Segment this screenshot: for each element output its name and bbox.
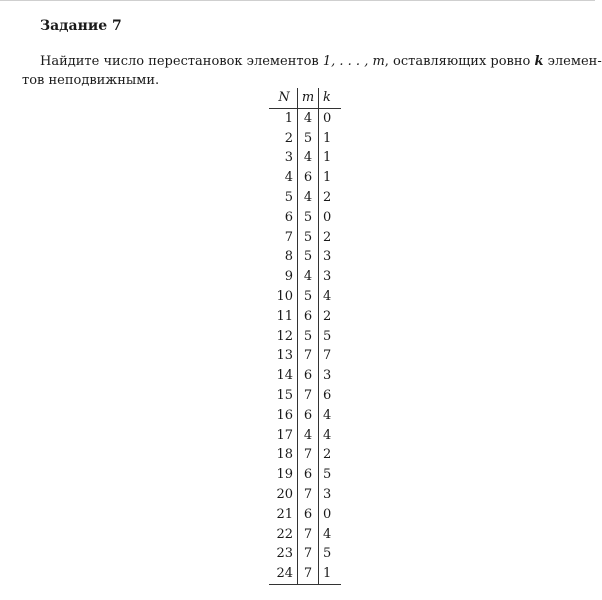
cell-n: 3 [269, 148, 298, 168]
cell-m: 4 [298, 148, 319, 168]
statement-line-2: тов неподвижными. [22, 73, 160, 88]
cell-n: 17 [269, 426, 298, 446]
cell-k: 3 [323, 269, 332, 285]
cell-k: 6 [323, 387, 332, 403]
cell-n: 2 [269, 129, 298, 149]
table-row [269, 129, 341, 149]
table-row [269, 108, 341, 128]
table-row [269, 406, 341, 426]
table-row [269, 465, 341, 485]
cell-k: 0 [323, 110, 332, 126]
cell-m: 6 [298, 366, 319, 386]
statement-math-range: 1, . . . , m [322, 54, 385, 69]
table-row [269, 247, 341, 267]
cell-m: 4 [298, 188, 319, 208]
cell-n: 12 [269, 327, 298, 347]
cell-n: 4 [269, 168, 298, 188]
statement-text-mid: , оставляющих ровно [384, 54, 535, 69]
cell-k: 3 [323, 486, 332, 502]
table-row [269, 228, 341, 248]
statement-text-prefix: Найдите число перестановок элементов [40, 54, 323, 69]
table-row [269, 525, 341, 545]
cell-n: 22 [269, 525, 298, 545]
table-header-row [269, 88, 341, 108]
cell-m: 5 [298, 287, 319, 307]
table-row [269, 148, 341, 168]
cell-m: 5 [298, 327, 319, 347]
header-k: k [319, 88, 342, 108]
task-heading: Задание 7 [40, 18, 122, 34]
cell-n: 15 [269, 386, 298, 406]
cell-k: 0 [323, 209, 332, 225]
table-row [269, 307, 341, 327]
cell-m: 7 [298, 445, 319, 465]
header-m: m [298, 88, 319, 108]
cell-m: 7 [298, 386, 319, 406]
statement-text-suffix: элемен- [543, 54, 602, 69]
cell-m: 7 [298, 544, 319, 564]
table-row [269, 366, 341, 386]
cell-n: 20 [269, 485, 298, 505]
cell-k: 4 [323, 288, 332, 304]
cell-m: 4 [298, 267, 319, 287]
cell-n: 9 [269, 267, 298, 287]
table-row [269, 485, 341, 505]
cell-k: 2 [323, 229, 332, 245]
table-row [269, 188, 341, 208]
cell-k: 4 [323, 407, 332, 423]
cell-n: 24 [269, 564, 298, 584]
cell-k: 1 [323, 150, 332, 166]
table-row [269, 505, 341, 525]
cell-m: 5 [298, 208, 319, 228]
table-row [269, 327, 341, 347]
cell-m: 5 [298, 129, 319, 149]
cell-n: 1 [269, 108, 298, 128]
cell-m: 5 [298, 228, 319, 248]
cell-k: 3 [323, 368, 332, 384]
cell-m: 6 [298, 168, 319, 188]
table-row [269, 386, 341, 406]
cell-k: 4 [323, 526, 332, 542]
cell-k: 1 [319, 564, 342, 584]
top-divider [0, 0, 595, 1]
cell-n: 14 [269, 366, 298, 386]
cell-k: 7 [323, 348, 332, 364]
table-body [269, 108, 341, 584]
cell-k: 0 [323, 506, 332, 522]
cell-n: 11 [269, 307, 298, 327]
cell-k: 2 [323, 308, 332, 324]
cell-n: 21 [269, 505, 298, 525]
cell-k: 2 [323, 447, 332, 463]
table-row [269, 168, 341, 188]
cell-k: 1 [323, 170, 332, 186]
variants-table [269, 88, 341, 585]
table-row [269, 426, 341, 446]
cell-k: 4 [323, 427, 332, 443]
cell-n: 8 [269, 247, 298, 267]
cell-m: 6 [298, 465, 319, 485]
cell-n: 19 [269, 465, 298, 485]
table-row [269, 208, 341, 228]
cell-m: 4 [298, 426, 319, 446]
table-row [269, 346, 341, 366]
cell-m: 7 [298, 525, 319, 545]
cell-m: 6 [298, 406, 319, 426]
cell-k: 5 [323, 467, 332, 483]
cell-k: 2 [323, 189, 332, 205]
cell-n: 5 [269, 188, 298, 208]
table-row [269, 544, 341, 564]
cell-m: 4 [298, 108, 319, 128]
cell-n: 16 [269, 406, 298, 426]
header-n: N [269, 88, 298, 108]
cell-m: 7 [298, 346, 319, 366]
task-statement [22, 52, 602, 90]
table-row [269, 287, 341, 307]
cell-k: 5 [323, 546, 332, 562]
cell-k: 5 [323, 328, 332, 344]
cell-m: 6 [298, 505, 319, 525]
cell-m: 7 [298, 564, 319, 584]
cell-n: 7 [269, 228, 298, 248]
cell-n: 6 [269, 208, 298, 228]
cell-n: 18 [269, 445, 298, 465]
variants-table-container [269, 88, 341, 585]
cell-n: 13 [269, 346, 298, 366]
cell-m: 6 [298, 307, 319, 327]
statement-math-k: k [534, 54, 544, 69]
cell-m: 5 [298, 247, 319, 267]
table-row [269, 564, 341, 584]
cell-n: 23 [269, 544, 298, 564]
table-row [269, 267, 341, 287]
table-row [269, 445, 341, 465]
cell-k: 3 [323, 249, 332, 265]
cell-m: 7 [298, 485, 319, 505]
statement-line-1 [22, 52, 602, 71]
cell-n: 10 [269, 287, 298, 307]
cell-k: 1 [323, 130, 332, 146]
